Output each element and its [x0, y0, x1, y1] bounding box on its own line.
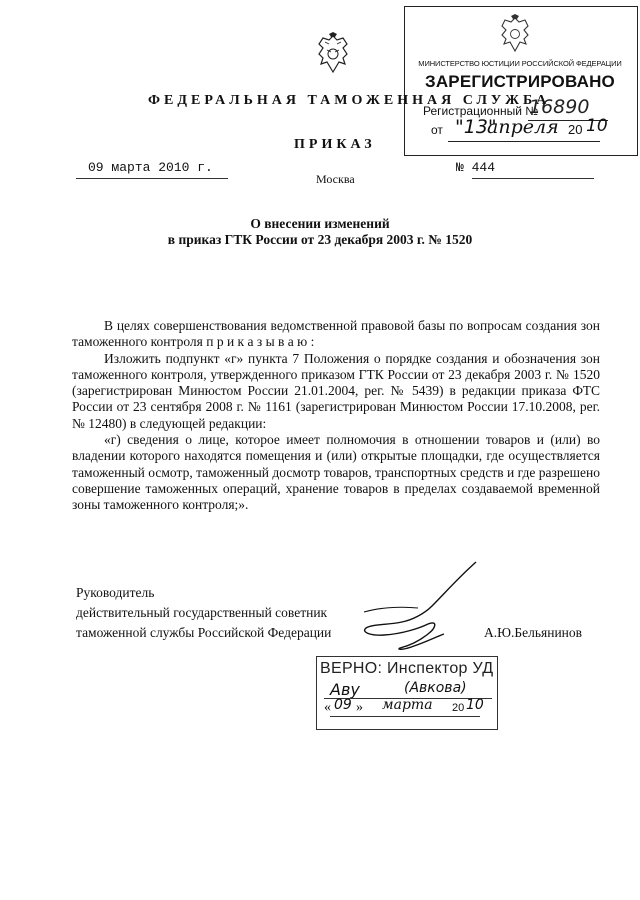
copy-stamp-year-hand: 10 — [466, 697, 484, 713]
order-date: 09 марта 2010 г. — [88, 160, 213, 175]
stamp-date-prefix: от — [431, 123, 443, 137]
order-city: Москва — [316, 172, 355, 186]
stamp-date-month: апреля — [487, 116, 559, 138]
signatory-name: А.Ю.Бельянинов — [484, 625, 583, 640]
signatory-role-line-2: действительный государственный советник — [76, 605, 328, 620]
copy-stamp-signature: Аву — [330, 680, 360, 699]
stamp-date-year-prefix: 20 — [568, 122, 583, 137]
order-number-underline — [472, 178, 594, 179]
stamp-date-underline — [448, 141, 600, 142]
copy-stamp-quote-open: « — [324, 700, 331, 715]
stamp-coat-of-arms-icon — [498, 14, 532, 54]
body-paragraph-3: «г) сведения о лице, которое имеет полномочия в отношении товаров и (или) во владении которого находятся помещения и (или) открытые площадки, где осуществляется таможенный осмотр, таможенный досмотр товаров, транспортных средств и где разрешено совершение таможенных операций, хранение товаров в пределах создаваемой временной зоны таможенного контроля;». — [72, 432, 600, 513]
copy-stamp-date-underline — [330, 716, 480, 717]
copy-stamp-title: ВЕРНО: Инспектор УД — [320, 660, 494, 677]
agency-name: ФЕДЕРАЛЬНАЯ ТАМОЖЕННАЯ СЛУЖБА — [148, 93, 551, 108]
copy-stamp-year-prefix: 20 — [452, 702, 465, 714]
order-body — [72, 318, 600, 514]
coat-of-arms-icon — [315, 32, 351, 76]
signatory-role-line-3: таможенной службы Российской Федерации — [76, 625, 332, 640]
stamp-date-year-hand: 10 — [586, 116, 608, 136]
signatory-role-line-1: Руководитель — [76, 585, 155, 600]
stamp-ministry-text: МИНИСТЕРСТВО ЮСТИЦИИ РОССИЙСКОЙ ФЕДЕРАЦИИ — [418, 59, 622, 68]
body-paragraph-1: В целях совершенствования ведомственной правовой базы по вопросам создания зон таможенного контроля п р и к а з ы в а ю : — [72, 318, 600, 350]
order-date-underline — [76, 178, 228, 179]
stamp-registered-text: ЗАРЕГИСТРИРОВАНО — [424, 72, 615, 91]
subject-title — [140, 216, 500, 248]
handwritten-signature-icon — [358, 558, 488, 658]
copy-stamp-month: марта — [382, 697, 433, 713]
body-paragraph-2: Изложить подпункт «г» пункта 7 Положения о порядке создания и обозначения зон таможенного контроля, утвержденного приказом ГТК России от 23 декабря 2003 г. № 1520 (зарегистрирован Минюстом России 21.01.2004, рег. № 5439) в редакции приказа ФТС России от 23 сентября 2008 г. № 1161 (зарегистрирован Минюстом России 17.10.2008, рег. № 12480) в следующей редакции: — [72, 350, 600, 431]
copy-stamp-name: (Авкова) — [404, 680, 467, 696]
stamp-reg-number-label: Регистрационный № — [423, 104, 539, 118]
stamp-reg-number-value: 16890 — [529, 96, 590, 118]
document-type: ПРИКАЗ — [294, 137, 376, 152]
subject-line-1: О внесении изменений — [250, 216, 390, 231]
copy-stamp-day: 09 — [334, 697, 352, 713]
subject-line-2: в приказ ГТК России от 23 декабря 2003 г. № 1520 — [167, 232, 473, 247]
stamp-date-day: "13" — [455, 116, 497, 138]
copy-stamp-quote-close: » — [356, 700, 363, 715]
order-number: № 444 — [456, 160, 496, 175]
